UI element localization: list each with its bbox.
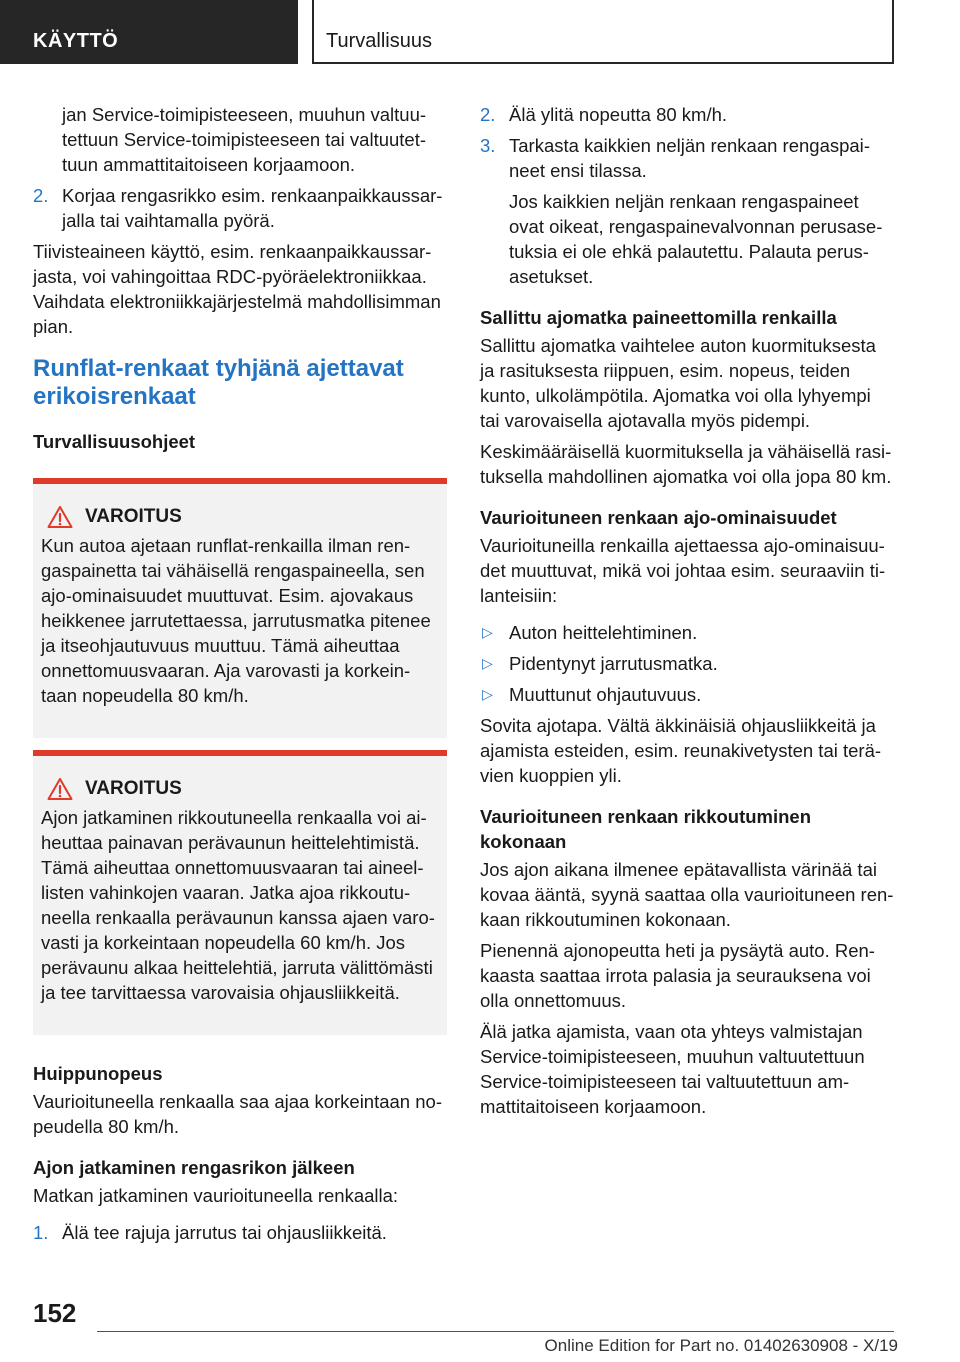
list-item [480, 102, 894, 127]
bullet-item [480, 682, 894, 707]
subheading: Ajon jatkaminen rengasrikon jälkeen [33, 1157, 355, 1178]
step-number: 1. [33, 1222, 49, 1243]
warning-box [33, 478, 447, 738]
step-number: 2. [480, 104, 496, 125]
page-number: 152 [33, 1298, 77, 1328]
paragraph: Vaurioituneella renkaalla saa ajaa korkeintaan nopeudella 80 km/h. [33, 1091, 442, 1137]
subheading: Sallittu ajomatka paineettomilla renkailla [480, 307, 837, 328]
warning-label: VAROITUS [85, 778, 182, 799]
subheading: Huippunopeus [33, 1063, 163, 1084]
step-continuation: jan Service-toimipisteeseen, muuhun valtuutettuun Service-toimipisteeseen tai valtuutettuun ammattitaitoiseen korjaamoon. [62, 104, 427, 175]
paragraph: Matkan jatkaminen vaurioituneella renkaalla: [33, 1185, 399, 1206]
left-column [33, 102, 447, 1251]
warning-text: Ajon jatkaminen rikkoutuneella renkaalla voi aiheuttaa painavan perävaunun heittelehtimistä. Tämä aiheuttaa onnettomuusvaaran tai aineellisten vahinkojen vaaran. Jatka ajoa rikkoutuneella renkaalla perävaunun kanssa ajaen varovasti ja korkeintaan nopeudella 60 km/h. Jos perävaunu alkaa heittelehtiä, jarruta välittömästi ja tee tarvittaessa varovaisia ohjausliikkeitä. [41, 807, 435, 1003]
paragraph: Vaurioituneilla renkailla ajettaessa ajo-ominaisuudet muuttuvat, mikä voi johtaa esim. seuraaviin tilanteisiin: [480, 535, 886, 606]
subheading: Vaurioituneen renkaan ajo-ominaisuudet [480, 507, 837, 528]
step-text: Korjaa rengasrikko esim. renkaanpaikkaussarjalla tai vaihtamalla pyörä. [62, 185, 443, 231]
paragraph: Keskimääräisellä kuormituksella ja vähäisellä rasituksella mahdollinen ajomatka voi olla jopa 80 km. [480, 441, 892, 487]
right-column [480, 102, 894, 1125]
bullet-item [480, 620, 894, 645]
bullet-text: Pidentynyt jarrutusmatka. [509, 653, 718, 674]
step-number: 2. [33, 185, 49, 206]
subheading: Turvallisuusohjeet [33, 431, 196, 452]
paragraph: Jos ajon aikana ilmenee epätavallista värinää tai kovaa ääntä, syynä saattaa olla vaurioituneen renkaan rikkoutuminen kokonaan. [480, 859, 894, 930]
triangle-bullet-icon: ▷ [482, 686, 493, 702]
bullet-text: Auton heittelehtiminen. [509, 622, 698, 643]
paragraph: Älä jatka ajamista, vaan ota yhteys valmistajan Service-toimipisteeseen, muuhun valtuutettuun Service-toimipisteeseen tai valtuutettuun ammattitaitoiseen korjaamoon. [480, 1021, 865, 1117]
step-note: Jos kaikkien neljän renkaan rengaspaineet ovat oikeat, rengaspainevalvonnan perusasetuksia ei ole ehkä palautettu. Palauta perusasetukset. [509, 191, 883, 287]
step-number: 3. [480, 135, 496, 156]
warning-text: Kun autoa ajetaan runflat-renkailla ilman rengaspainetta tai vähäisellä rengaspaineella, sen ajo-ominaisuudet muuttuvat. Esim. ajovakaus heikkenee jarrutettaessa, jarrutusmatka pitenee ja itseohjautuvuus muuttuu. Tämä aiheuttaa onnettomuusvaaran. Aja varovasti ja korkeintaan nopeudella 80 km/h. [41, 535, 431, 706]
footer-edition: Online Edition for Part no. 01402630908 - X/19 [544, 1336, 898, 1355]
paragraph: Sallittu ajomatka vaihtelee auton kuormituksesta ja rasituksesta riippuen, esim. nopeus, teiden kunto, ulkolämpötila. Ajomatka voi olla lyhyempi tai varovaisella ajotavalla myös pidempi. [480, 335, 876, 431]
warning-triangle-icon [47, 777, 73, 801]
paragraph: Sovita ajotapa. Vältä äkkinäisiä ohjausliikkeitä ja ajamista esteiden, esim. reunakivetysten tai terävien kuoppien yli. [480, 715, 882, 786]
section-title: Runflat-renkaat tyhjänä ajettavat erikoisrenkaat [33, 355, 404, 410]
warning-header [41, 776, 437, 801]
paragraph: Tiivisteaineen käyttö, esim. renkaanpaikkaussarjasta, voi vahingoittaa RDC-pyöräelektroniikkaa. Vaihdata elektroniikkajärjestelmä mahdollisimman pian. [33, 241, 441, 337]
subheading: Vaurioituneen renkaan rikkoutuminen kokonaan [480, 806, 812, 852]
header-chapter-title: Turvallisuus [312, 0, 894, 64]
step-text: Älä ylitä nopeutta 80 km/h. [509, 104, 728, 125]
paragraph: Pienennä ajonopeutta heti ja pysäytä auto. Renkaasta saattaa irrota palasia ja seurauksena voi olla onnettomuus. [480, 940, 875, 1011]
bullet-item [480, 651, 894, 676]
header-section-tab: KÄYTTÖ [0, 0, 298, 64]
warning-triangle-icon [47, 505, 73, 529]
warning-box [33, 750, 447, 1035]
bullet-text: Muuttunut ohjautuvuus. [509, 684, 702, 705]
list-item [33, 183, 447, 233]
list-item [480, 133, 894, 183]
warning-header [41, 504, 437, 529]
step-text: Älä tee rajuja jarrutus tai ohjausliikkeitä. [62, 1222, 387, 1243]
warning-label: VAROITUS [85, 506, 182, 527]
footer-divider [97, 1331, 894, 1332]
triangle-bullet-icon: ▷ [482, 655, 493, 671]
step-text: Tarkasta kaikkien neljän renkaan rengaspaineet ensi tilassa. [509, 135, 870, 181]
triangle-bullet-icon: ▷ [482, 624, 493, 640]
list-item [33, 1220, 447, 1245]
